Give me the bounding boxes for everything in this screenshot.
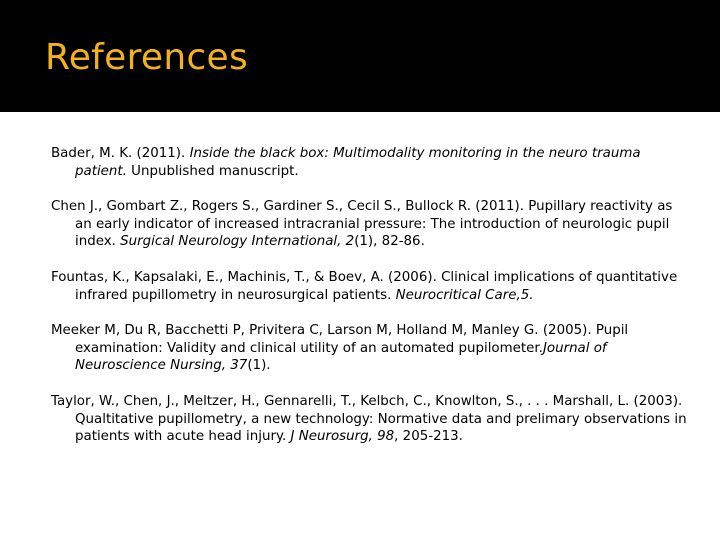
reference-details: (1).: [247, 358, 271, 374]
reference-item: [51, 145, 691, 180]
slide-title: References: [45, 37, 249, 78]
reference-text: Meeker M, Du R, Bacchetti P, Privitera C, Larson M, Holland M, Manley G. (2005). Pupil examination: Validity and clinical utility of an automated pupilometer.: [51, 323, 629, 356]
reference-details: (1), 82-86.: [354, 234, 425, 250]
reference-details: Unpublished manuscript.: [126, 163, 299, 179]
reference-item: [51, 393, 691, 446]
reference-list: [51, 145, 691, 464]
reference-item: [51, 322, 691, 375]
reference-text: Bader, M. K. (2011).: [51, 146, 190, 161]
reference-item: [51, 198, 691, 251]
reference-source: Neurocritical Care,5.: [395, 287, 534, 303]
reference-source: J Neurosurg, 98: [290, 429, 395, 445]
title-bar: [0, 0, 720, 112]
reference-text: Taylor, W., Chen, J., Meltzer, H., Gennarelli, T., Kelbch, C., Knowlton, S., . . . Marshall, L. (2003). Qualtitative pupillometry, a new technology: Normative data and prelimary observations in patients with acute head injury.: [51, 393, 687, 445]
reference-source: Inside the black box: Multimodality monitoring in the neuro trauma patient.: [75, 146, 641, 179]
reference-text: Chen J., Gombart Z., Rogers S., Gardiner S., Cecil S., Bullock R. (2011). Pupillary reactivity as an early indicator of increased intracranial pressure: The introduction of neurologic pupil index.: [51, 199, 673, 250]
reference-source: Journal of Neuroscience Nursing, 37: [75, 340, 607, 374]
reference-item: [51, 269, 691, 304]
reference-details: , 205-213.: [394, 429, 463, 445]
reference-text: Fountas, K., Kapsalaki, E., Machinis, T., & Boev, A. (2006). Clinical implications of quantitative infrared pupillometry in neurosurgical patients.: [51, 269, 678, 303]
reference-source: Surgical Neurology International, 2: [120, 234, 355, 250]
